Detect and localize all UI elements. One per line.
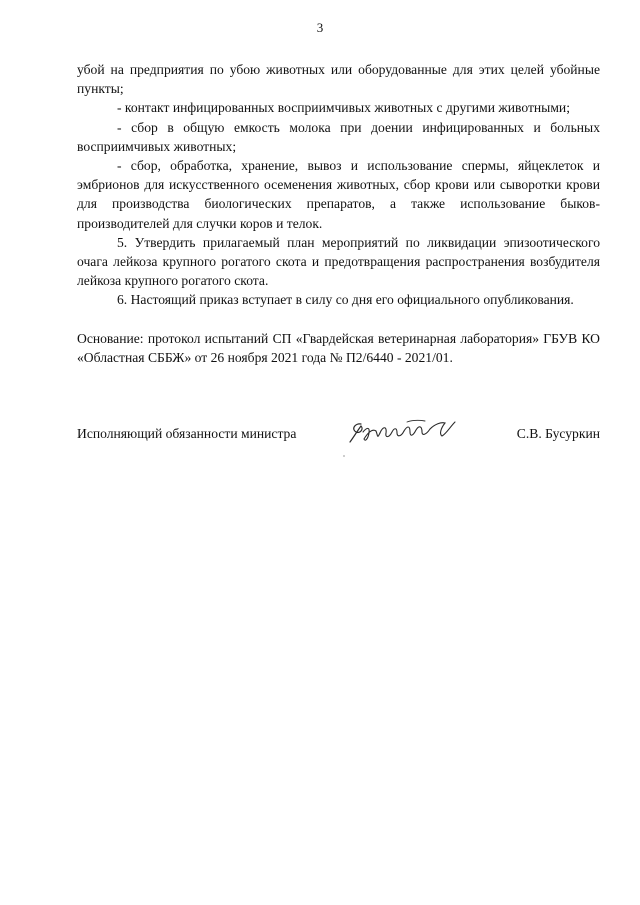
paragraph-sperm-embryo-handling: - сбор, обработка, хранение, вывоз и использование спермы, яйцеклеток и эмбрионов для искусственного осеменения животных, сбор крови или сыворотки крови для производства биологических препаратов, а также использование быков-производителей для случки коров и телок. xyxy=(77,158,600,231)
signatory-title: Исполняющий обязанности министра xyxy=(77,426,297,441)
scan-speck xyxy=(343,455,345,457)
paragraph-contact-animals: - контакт инфицированных восприимчивых животных с другими животными; xyxy=(117,100,570,116)
signatory-name: С.В. Бусуркин xyxy=(516,426,600,441)
signature-block xyxy=(77,414,600,454)
page-number: 3 xyxy=(316,20,324,35)
paragraph-approve-plan: 5. Утвердить прилагаемый план мероприятий по ликвидации эпизоотического очага лейкоза крупного рогатого скота и предотвращения распространения возбудителя лейкоза крупного рогатого скота. xyxy=(77,234,600,289)
paragraph-slaughter-points: убой на предприятия по убою животных или оборудованные для этих целей убойные пункты; xyxy=(77,62,600,97)
paragraph-effective-date: 6. Настоящий приказ вступает в силу со дня его официального опубликования. xyxy=(117,292,574,308)
document-body xyxy=(77,60,600,367)
paragraph-milk-collection: - сбор в общую емкость молока при доении инфицированных и больных восприимчивых животных; xyxy=(77,119,600,154)
basis-statement: Основание: протокол испытаний СП «Гвардейская ветеринарная лаборатория» ГБУВ КО «Областная СББЖ» от 26 ноября 2021 года № П2/6440 - 2021/01. xyxy=(77,330,600,365)
handwritten-signature xyxy=(347,414,462,448)
